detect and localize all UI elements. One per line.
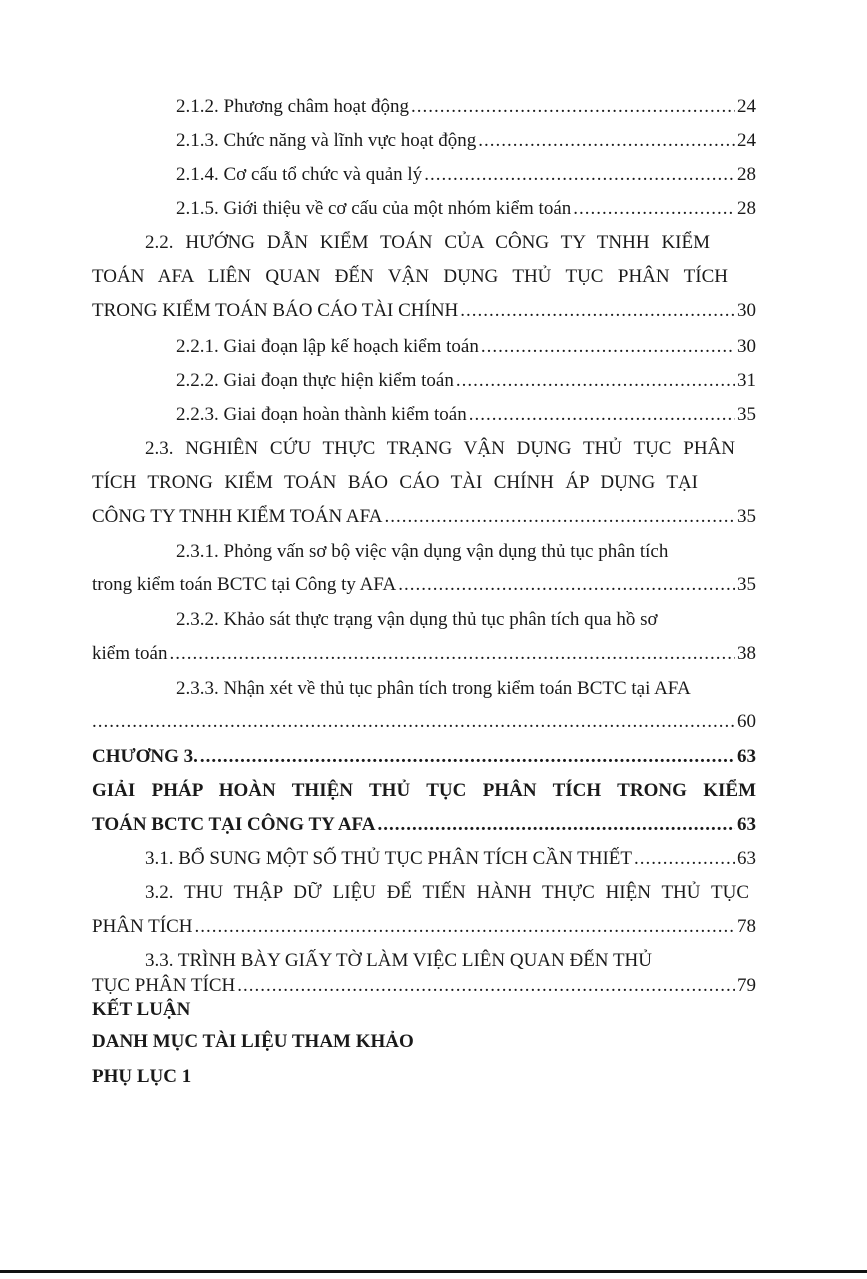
toc-page-number: 28 (737, 164, 756, 185)
toc-entry-2-3[interactable] (92, 502, 756, 532)
dot-leader (478, 126, 735, 156)
toc-entry-2-2-line2: TOÁN AFA LIÊN QUAN ĐẾN VẬN DỤNG THỦ TỤC PHÂN TÍCH (92, 266, 728, 287)
dot-leader (424, 160, 735, 190)
toc-page-number: 30 (737, 300, 756, 321)
dot-leader (92, 707, 735, 737)
toc-entry-ket-luan[interactable]: KẾT LUẬN (92, 999, 191, 1020)
toc-entry-2-2-3[interactable] (176, 400, 756, 430)
dot-leader (460, 296, 735, 326)
dot-leader (469, 400, 735, 430)
toc-page-number: 38 (737, 643, 756, 664)
toc-entry-2-3-1-line1: 2.3.1. Phỏng vấn sơ bộ việc vận dụng vận dụng thủ tục phân tích (176, 541, 669, 562)
dot-leader (456, 366, 735, 396)
toc-page-number: 31 (737, 370, 756, 391)
toc-entry-3-1[interactable] (145, 844, 756, 874)
toc-entry-text: TOÁN BCTC TẠI CÔNG TY AFA (92, 814, 376, 835)
toc-entry-chuong-3[interactable] (92, 742, 756, 772)
toc-entry-text: CÔNG TY TNHH KIỂM TOÁN AFA (92, 506, 383, 527)
toc-page-number: 24 (737, 130, 756, 151)
toc-page-number: 63 (737, 848, 756, 869)
toc-entry-phu-luc-1[interactable]: PHỤ LỤC 1 (92, 1066, 192, 1087)
dot-leader (398, 570, 735, 600)
toc-entry-text: trong kiểm toán BCTC tại Công ty AFA (92, 574, 397, 595)
toc-entry-text: 2.1.5. Giới thiệu về cơ cấu của một nhóm kiểm toán (176, 198, 572, 219)
toc-entry-2-2-2[interactable] (176, 366, 756, 396)
toc-page-number: 35 (737, 574, 756, 595)
dot-leader (169, 639, 735, 669)
dot-leader (411, 92, 735, 122)
dot-leader (194, 912, 735, 942)
toc-entry-2-3-2[interactable] (92, 639, 756, 669)
toc-page-number: 35 (737, 506, 756, 527)
dot-leader (384, 502, 735, 532)
dot-leader (377, 810, 735, 840)
toc-entry-danh-muc[interactable]: DANH MỤC TÀI LIỆU THAM KHẢO (92, 1031, 414, 1052)
toc-entry-2-3-1[interactable] (92, 570, 756, 600)
page-bottom-border (0, 1270, 867, 1273)
toc-page-number: 24 (737, 96, 756, 117)
toc-entry-2-3-line2: TÍCH TRONG KIỂM TOÁN BÁO CÁO TÀI CHÍNH ÁP DỤNG TẠI (92, 472, 698, 493)
toc-page-number: 63 (737, 746, 756, 767)
toc-entry-2-1-5[interactable] (176, 194, 756, 224)
dot-leader (634, 844, 735, 874)
toc-entry-text: 2.1.3. Chức năng và lĩnh vực hoạt động (176, 130, 477, 151)
toc-entry-text: 2.1.2. Phương châm hoạt động (176, 96, 410, 117)
toc-entry-giai-phap-line1: GIẢI PHÁP HOÀN THIỆN THỦ TỤC PHÂN TÍCH TRONG KIỂM (92, 780, 756, 801)
toc-entry-text: 2.2.1. Giai đoạn lập kế hoạch kiểm toán (176, 336, 479, 357)
toc-page-number: 63 (737, 814, 756, 835)
toc-entry-2-2[interactable] (92, 296, 756, 326)
toc-entry-text: CHƯƠNG 3. (92, 746, 198, 767)
toc-entry-text: 2.2.2. Giai đoạn thực hiện kiểm toán (176, 370, 454, 391)
toc-entry-3-3-line1: 3.3. TRÌNH BÀY GIẤY TỜ LÀM VIỆC LIÊN QUAN ĐẾN THỦ (145, 950, 652, 971)
toc-entry-text: kiểm toán (92, 643, 168, 664)
toc-entry-2-1-3[interactable] (176, 126, 756, 156)
toc-entry-text: 3.1. BỔ SUNG MỘT SỐ THỦ TỤC PHÂN TÍCH CẦN THIẾT (145, 848, 633, 869)
toc-entry-2-2-1[interactable] (176, 332, 756, 362)
dot-leader (200, 742, 735, 772)
toc-entry-text: TRONG KIỂM TOÁN BÁO CÁO TÀI CHÍNH (92, 300, 459, 321)
toc-page-number: 35 (737, 404, 756, 425)
toc-entry-2-3-3[interactable] (92, 707, 756, 737)
toc-entry-2-1-2[interactable] (176, 92, 756, 122)
toc-page-number: 30 (737, 336, 756, 357)
dot-leader (481, 332, 735, 362)
toc-entry-text: PHÂN TÍCH (92, 916, 193, 937)
toc-page-number: 28 (737, 198, 756, 219)
toc-entry-giai-phap[interactable] (92, 810, 756, 840)
toc-page-number: 60 (737, 711, 756, 732)
toc-entry-2-1-4[interactable] (176, 160, 756, 190)
toc-entry-2-2-line1: 2.2. HƯỚNG DẪN KIỂM TOÁN CỦA CÔNG TY TNHH KIỂM (145, 232, 710, 253)
toc-entry-2-3-2-line1: 2.3.2. Khảo sát thực trạng vận dụng thủ tục phân tích qua hồ sơ (176, 609, 658, 630)
toc-entry-text: TỤC PHÂN TÍCH (92, 975, 236, 996)
toc-entry-3-2-line1: 3.2. THU THẬP DỮ LIỆU ĐỂ TIẾN HÀNH THỰC HIỆN THỦ TỤC (145, 882, 749, 903)
toc-page-number: 78 (737, 916, 756, 937)
toc-entry-2-3-line1: 2.3. NGHIÊN CỨU THỰC TRẠNG VẬN DỤNG THỦ TỤC PHÂN (145, 438, 735, 459)
toc-entry-text: 2.2.3. Giai đoạn hoàn thành kiểm toán (176, 404, 467, 425)
toc-entry-text: 2.1.4. Cơ cấu tổ chức và quản lý (176, 164, 423, 185)
toc-page-number: 79 (737, 975, 756, 996)
dot-leader (573, 194, 735, 224)
toc-entry-2-3-3-line1: 2.3.3. Nhận xét về thủ tục phân tích trong kiểm toán BCTC tại AFA (176, 678, 691, 699)
toc-entry-3-2[interactable] (92, 912, 756, 942)
